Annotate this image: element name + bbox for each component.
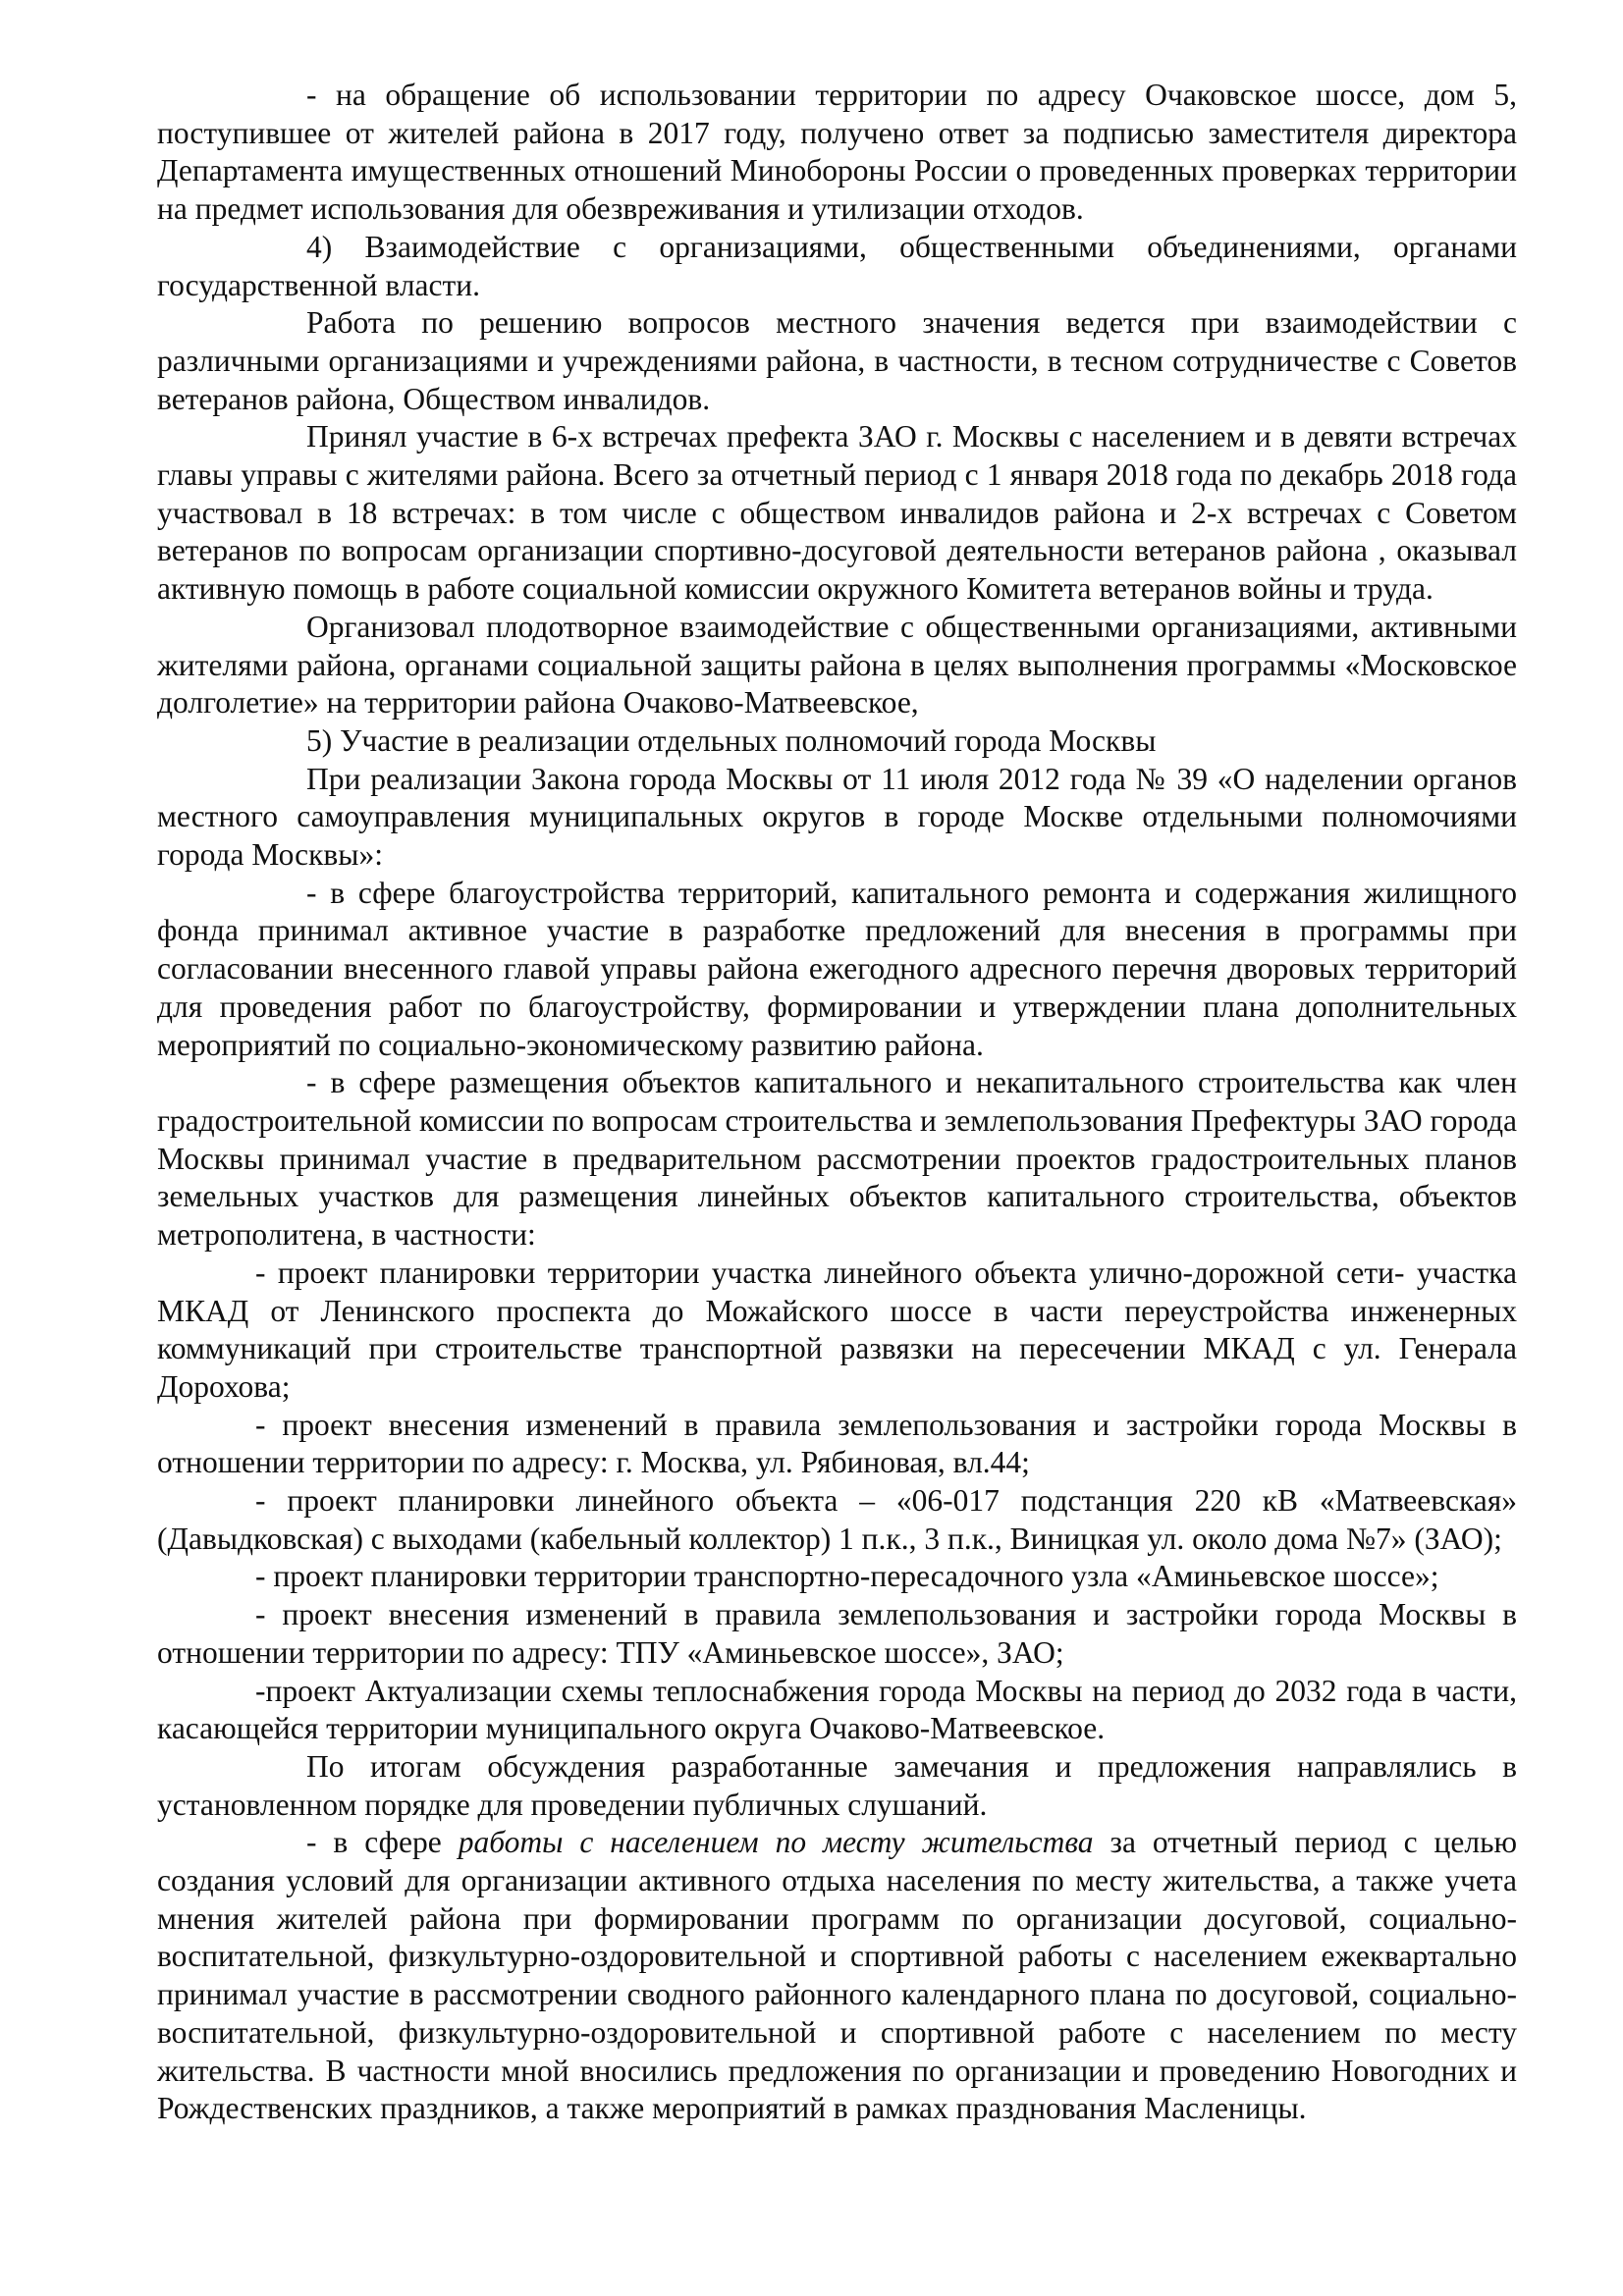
section-heading-interaction: 4) Взаимодействие с организациями, общественными объединениями, органами государственной власти. — [157, 229, 1517, 302]
paragraph-law-reference: При реализации Закона города Москвы от 11 июля 2012 года № 39 «О наделении органов местного самоуправления муниципальных округов в городе Москве отдельными полномочиями города Москвы»: — [157, 761, 1517, 873]
list-item-tpu-planning: - проект планировки территории транспортно-пересадочного узла «Аминьевское шоссе»; — [255, 1559, 1439, 1594]
paragraph-local-issues: Работа по решению вопросов местного значения ведется при взаимодействии с различными организациями и учреждениями района, в частности, в тесном сотрудничестве с Советов ветеранов района, Обществом инвалидов. — [157, 305, 1517, 416]
paragraph-ochakovskoe-appeal: - на обращение об использовании территории по адресу Очаковское шоссе, дом 5, поступившее от жителей района в 2017 году, получено ответ за подписью заместителя директора Департамента имущественных отношений Минобороны России о проведенных проверках территории на предмет использования для обезвреживания и утилизации отходов. — [157, 78, 1517, 227]
section-heading-city-powers: 5) Участие в реализации отдельных полномочий города Москвы — [306, 722, 1157, 758]
list-item-tpu-zoning: - проект внесения изменений в правила землепользования и застройки города Москвы в отношении территории по адресу: ТПУ «Аминьевское шоссе», ЗАО; — [157, 1597, 1517, 1670]
paragraph-meetings: Принял участие в 6-х встречах префекта ЗАО г. Москвы с населением и в девяти встречах главы управы с жителями района. Всего за отчетный период с 1 января 2018 года по декабрь 2018 года участвовал в 18 встречах: в том числе с обществом инвалидов района и 2-х встречах с Советом ветеранов по вопросам организации спортивно-досуговой деятельности ветеранов района , оказывал активную помощь в работе социальной комиссии окружного Комитета ветеранов войны и труда. — [157, 419, 1517, 607]
document-page — [157, 77, 1517, 2128]
italic-phrase: работы с населением по месту жительства — [458, 1825, 1094, 1860]
paragraph-residents-work — [157, 1824, 1517, 2128]
paragraph-construction: - в сфере размещения объектов капитального и некапитального строительства как член градостроительной комиссии по вопросам строительства и землепользования Префектуры ЗАО города Москвы принимал участие в предварительном рассмотрении проектов градостроительных планов земельных участков для размещения линейных объектов капитального строительства, объектов метрополитена, в частности: — [157, 1065, 1517, 1253]
list-item-mkad-project: - проект планировки территории участка линейного объекта улично-дорожной сети- участка МКАД от Ленинского проспекта до Можайского шоссе в части переустройства инженерных коммуникаций при строительстве транспортной развязки на пересечении МКАД с ул. Генерала Дорохова; — [157, 1255, 1517, 1404]
text-fragment: за отчетный период с целью создания условий для организации активного отдыха населения по месту жительства, а также учета мнения жителей района при формировании программ по организации досуговой, социально-воспитательной, физкультурно-оздоровительной и спортивной работы с населением ежеквартально принимал участие в рассмотрении сводного районного календарного плана по досуговой, социально-воспитательной, физкультурно-оздоровительной и спортивной работе с населением по месту жительства. В частности мной вносились предложения по организации и проведению Новогодних и Рождественских праздников, а также мероприятий в рамках празднования Масленицы. — [157, 1825, 1518, 2126]
list-item-ryabinovaya-project: - проект внесения изменений в правила землепользования и застройки города Москвы в отношении территории по адресу: г. Москва, ул. Рябиновая, вл.44; — [157, 1407, 1517, 1480]
list-item-substation-project: - проект планировки линейного объекта – «06-017 подстанция 220 кВ «Матвеевская» (Давыдковская) с выходами (кабельный коллектор) 1 п.к., 3 п.к., Виницкая ул. около дома №7» (ЗАО); — [157, 1483, 1517, 1556]
text-fragment: - в сфере — [306, 1825, 459, 1860]
paragraph-landscaping: - в сфере благоустройства территорий, капитального ремонта и содержания жилищного фонда принимал активное участие в разработке предложений для внесения в программы при согласовании внесенного главой управы района ежегодного адресного перечня дворовых территорий для проведения работ по благоустройству, формировании и утверждении плана дополнительных мероприятий по социально-экономическому развитию района. — [157, 875, 1517, 1062]
paragraph-cooperation: Организовал плодотворное взаимодействие с общественными организациями, активными жителями района, органами социальной защиты района в целях выполнения программы «Московское долголетие» на территории района Очаково-Матвеевское, — [157, 609, 1517, 721]
list-item-heat-supply: -проект Актуализации схемы теплоснабжения города Москвы на период до 2032 года в части, касающейся территории муниципального округа Очаково-Матвеевское. — [157, 1673, 1517, 1746]
paragraph-hearings: По итогам обсуждения разработанные замечания и предложения направлялись в установленном порядке для проведении публичных слушаний. — [157, 1748, 1517, 1822]
